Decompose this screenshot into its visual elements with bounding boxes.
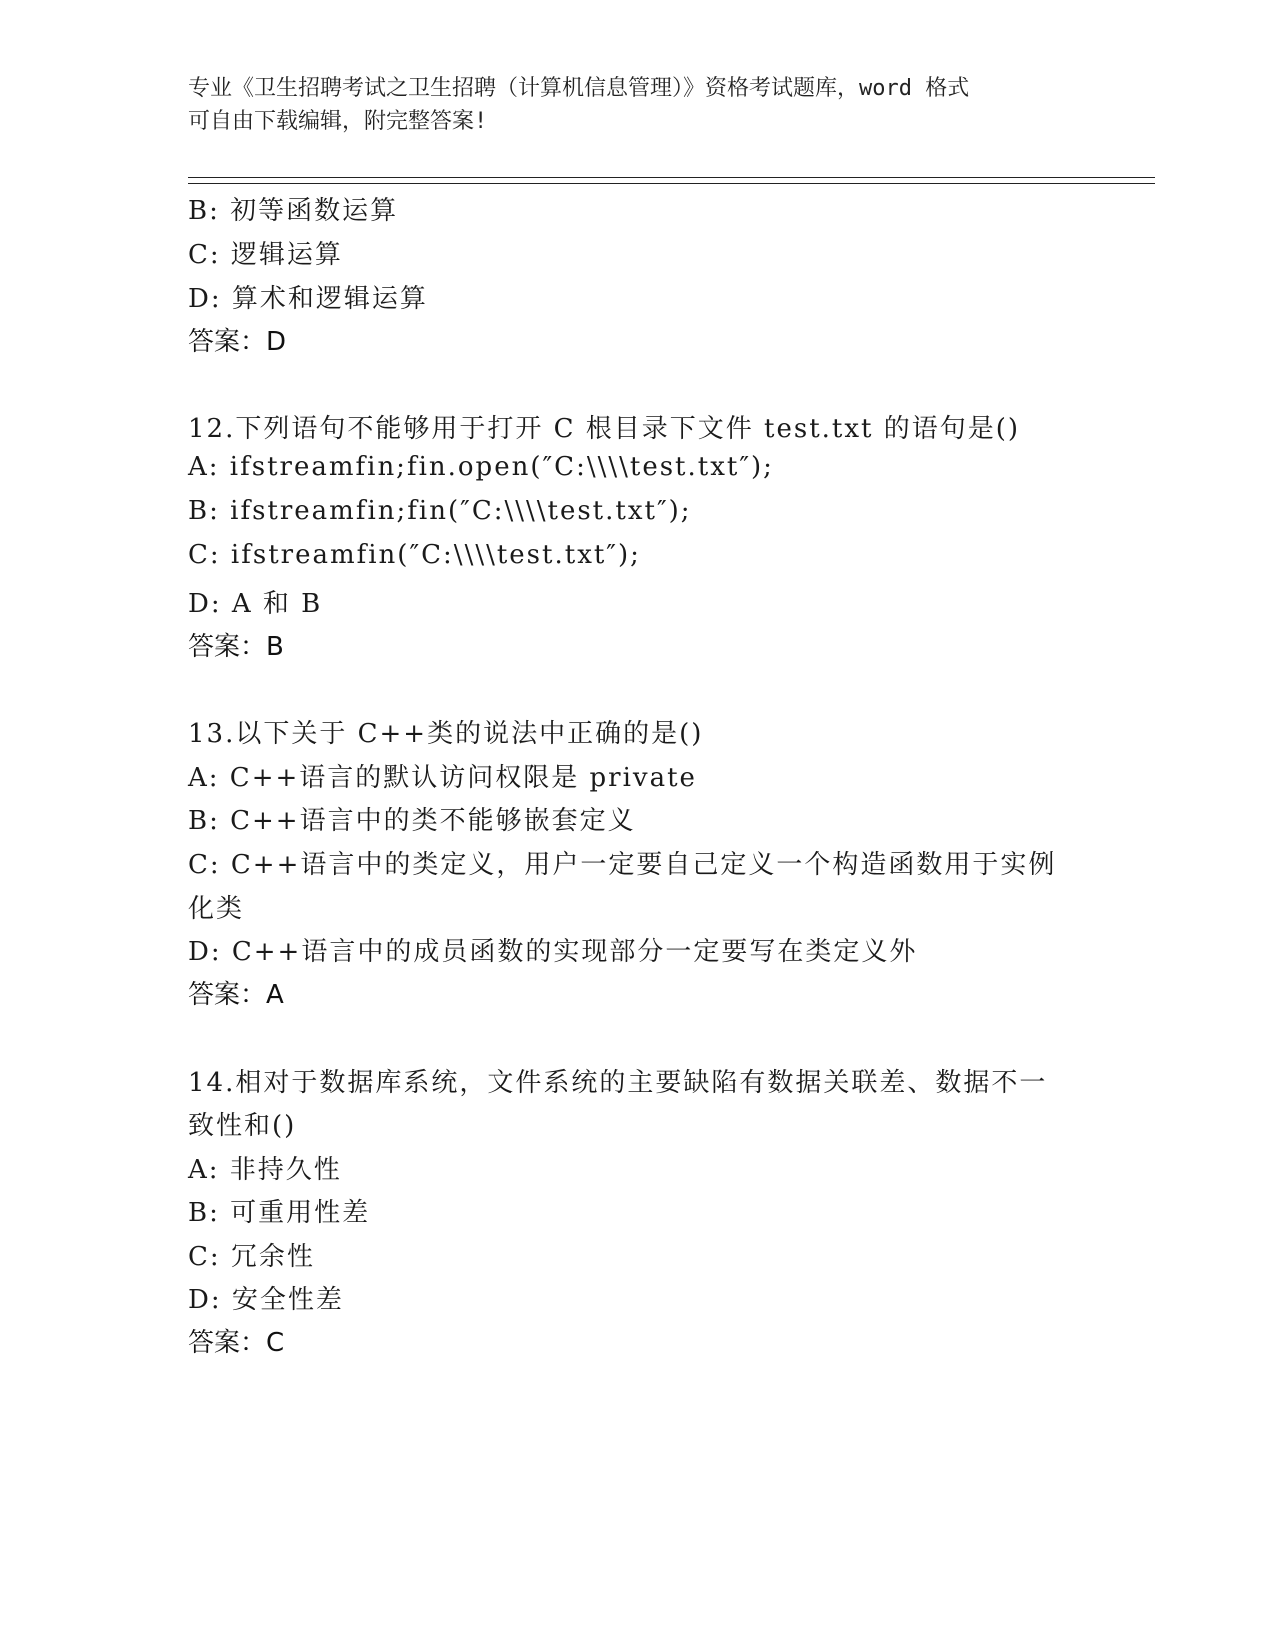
q13-option-c-line-2: 化类 xyxy=(188,894,245,924)
q14-answer: 答案：C xyxy=(188,1328,285,1358)
header-divider-top xyxy=(188,177,1155,178)
q12-option-b: B: ifstreamfin;fin(″C:\\\\test.txt″); xyxy=(188,496,692,526)
q12-stem: 12.下列语句不能够用于打开 C 根目录下文件 test.txt 的语句是() xyxy=(188,414,1021,444)
page-header xyxy=(188,72,1088,138)
q14-option-b: B: 可重用性差 xyxy=(188,1198,371,1228)
q12-option-a: A: ifstreamfin;fin.open(″C:\\\\test.txt″); xyxy=(188,452,774,482)
header-divider-bottom xyxy=(188,183,1155,184)
q12-answer: 答案：B xyxy=(188,632,284,662)
q13-option-d: D: C++语言中的成员函数的实现部分一定要写在类定义外 xyxy=(188,937,918,967)
q12-option-d: D: A 和 B xyxy=(188,589,323,619)
q11-option-c: C: 逻辑运算 xyxy=(188,240,343,270)
q14-stem-line-2: 致性和() xyxy=(188,1111,297,1141)
header-title-line-1: 专业《卫生招聘考试之卫生招聘（计算机信息管理）》资格考试题库，word 格式 xyxy=(188,76,970,101)
q11-answer: 答案：D xyxy=(188,327,287,357)
q13-stem: 13.以下关于 C++类的说法中正确的是() xyxy=(188,719,704,749)
q12-option-c: C: ifstreamfin(″C:\\\\test.txt″); xyxy=(188,540,641,570)
q14-option-a: A: 非持久性 xyxy=(188,1155,342,1185)
q11-option-b: B: 初等函数运算 xyxy=(188,196,399,226)
q14-option-c: C: 冗余性 xyxy=(188,1242,315,1272)
q13-option-c-line-1: C: C++语言中的类定义，用户一定要自己定义一个构造函数用于实例 xyxy=(188,850,1057,880)
q11-option-d: D: 算术和逻辑运算 xyxy=(188,284,428,314)
q14-stem-line-1: 14.相对于数据库系统，文件系统的主要缺陷有数据关联差、数据不一 xyxy=(188,1068,1048,1098)
q13-option-b: B: C++语言中的类不能够嵌套定义 xyxy=(188,806,636,836)
q13-option-a: A: C++语言的默认访问权限是 private xyxy=(188,763,697,793)
header-title-line-2: 可自由下载编辑，附完整答案! xyxy=(188,109,488,134)
q14-option-d: D: 安全性差 xyxy=(188,1285,344,1315)
q13-answer: 答案：A xyxy=(188,980,284,1010)
